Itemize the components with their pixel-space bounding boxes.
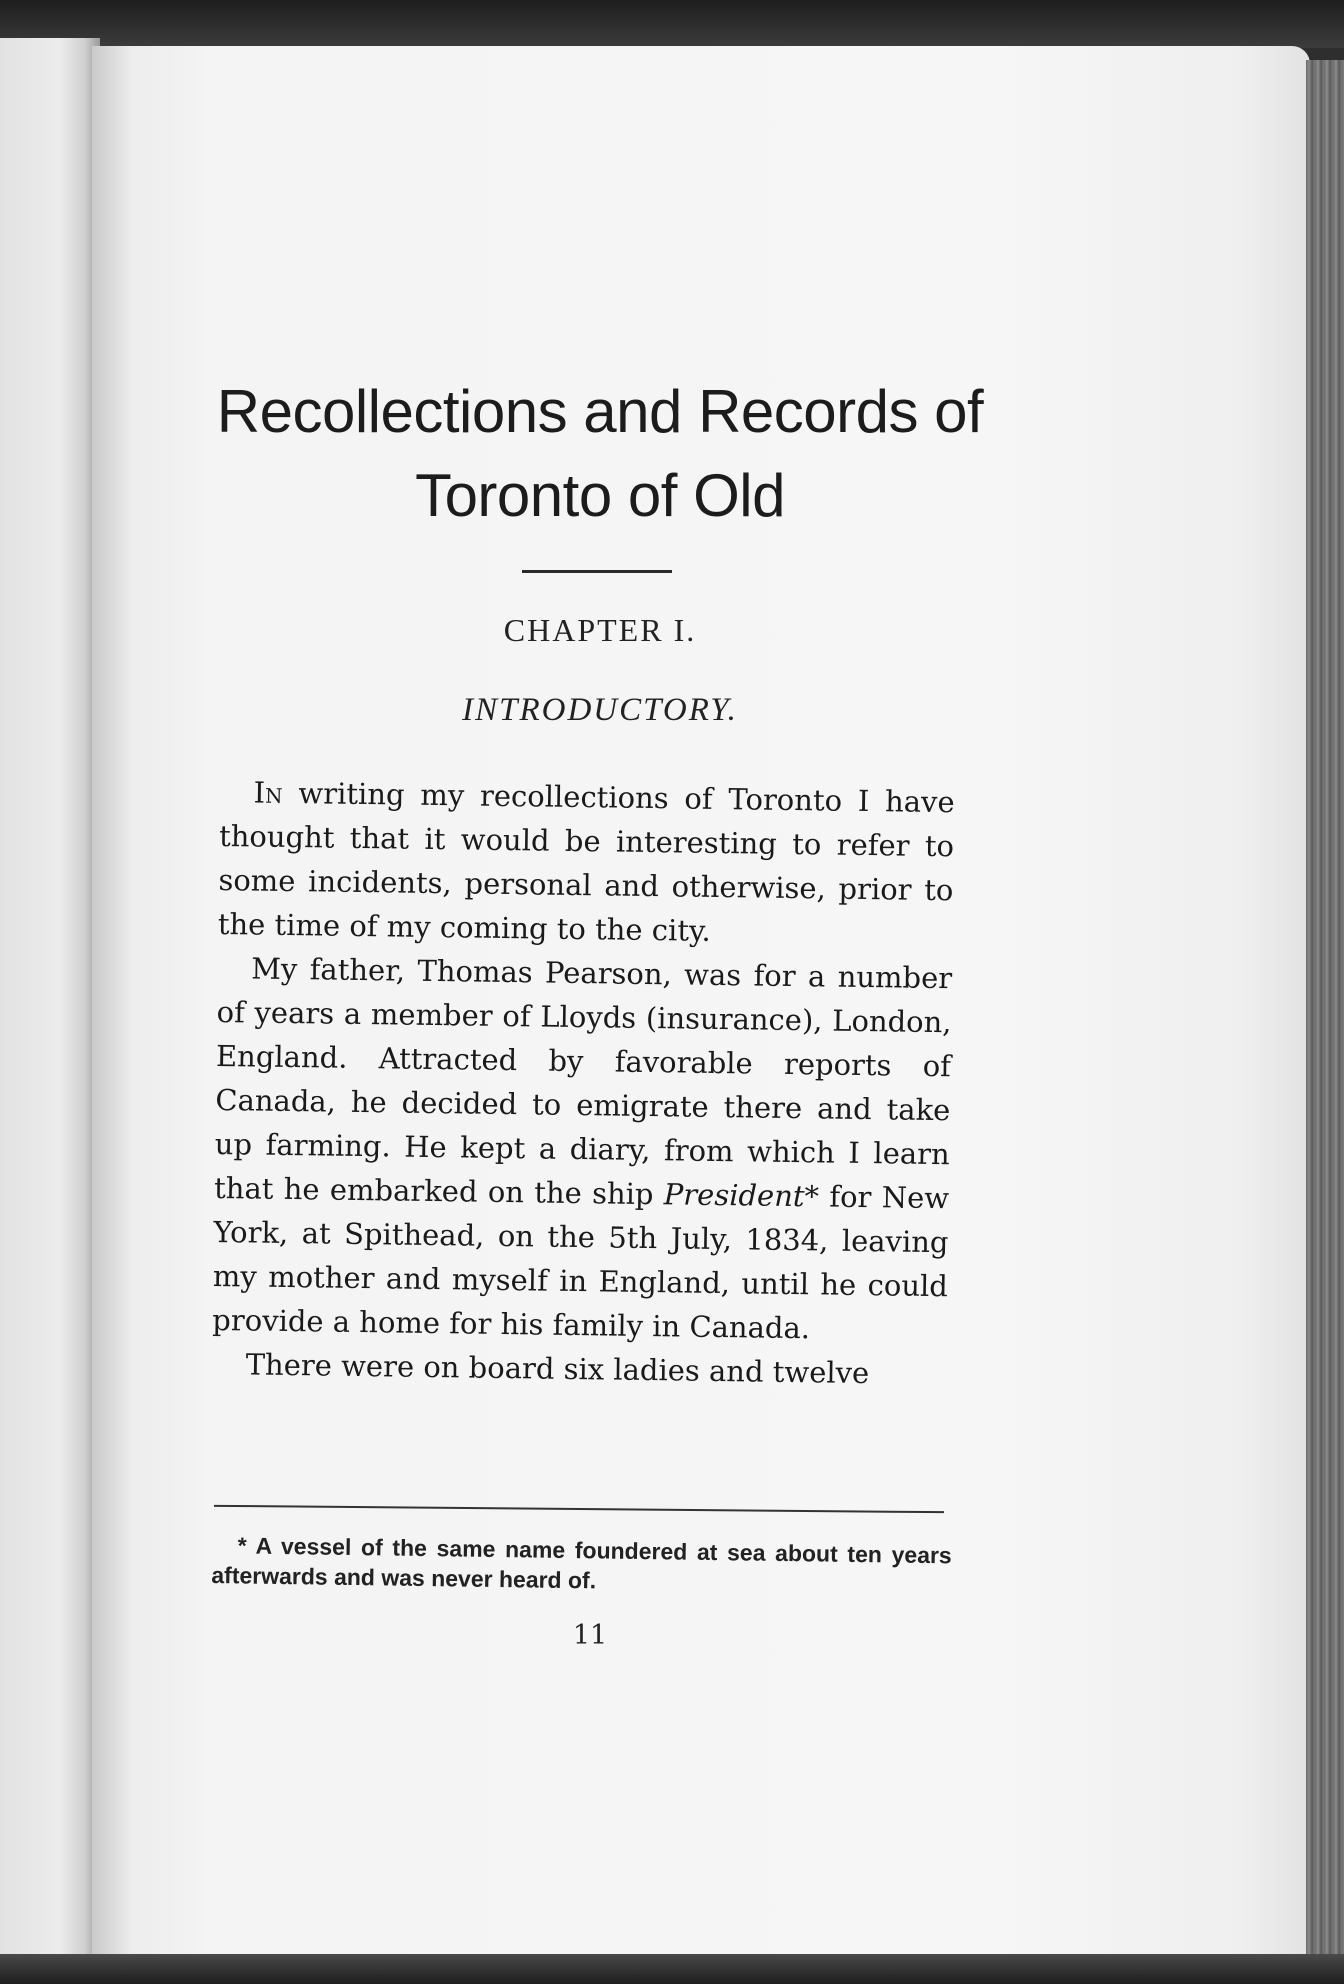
book-title bbox=[200, 370, 1000, 538]
chapter-body bbox=[211, 770, 955, 1396]
paragraph-3: There were on board six ladies and twelve bbox=[245, 1347, 870, 1391]
page-number: 11 bbox=[572, 1620, 608, 1651]
footnote: * A vessel of the same name foundered at sea about ten years afterwards and was never heard of. bbox=[211, 1532, 952, 1594]
book-title-line-2: Toronto of Old bbox=[415, 462, 785, 529]
footnote-divider bbox=[214, 1505, 944, 1513]
paragraph-1 bbox=[218, 770, 955, 956]
paragraph-2-text-after: for New York, at Spithead, on the 5th July, 1834, leaving my mother and myself in England, until he could provide a home for his family in Canada. bbox=[212, 1179, 950, 1346]
ship-name: President* bbox=[663, 1177, 820, 1214]
title-divider bbox=[522, 570, 672, 573]
paragraph-1-lead: In bbox=[253, 775, 283, 810]
chapter-heading: CHAPTER I. bbox=[503, 612, 697, 648]
book-title-line-1: Recollections and Records of bbox=[216, 378, 984, 445]
paragraph-2 bbox=[212, 946, 952, 1352]
paragraph-1-text: writing my recollections of Toronto I have thought that it would be interesting to refer to some incidents, personal and otherwise, prior to the time of my coming to the city. bbox=[217, 775, 955, 948]
chapter-subtitle: INTRODUCTORY. bbox=[462, 692, 738, 728]
paragraph-2-text: My father, Thomas Pearson, was for a number of years a member of Lloyds (insurance), London, England. Attracted by favorable reports of Canada, he decided to emigrate there and take up farming. He kept a diary, from which I learn that he embarked on the ship bbox=[213, 951, 953, 1212]
